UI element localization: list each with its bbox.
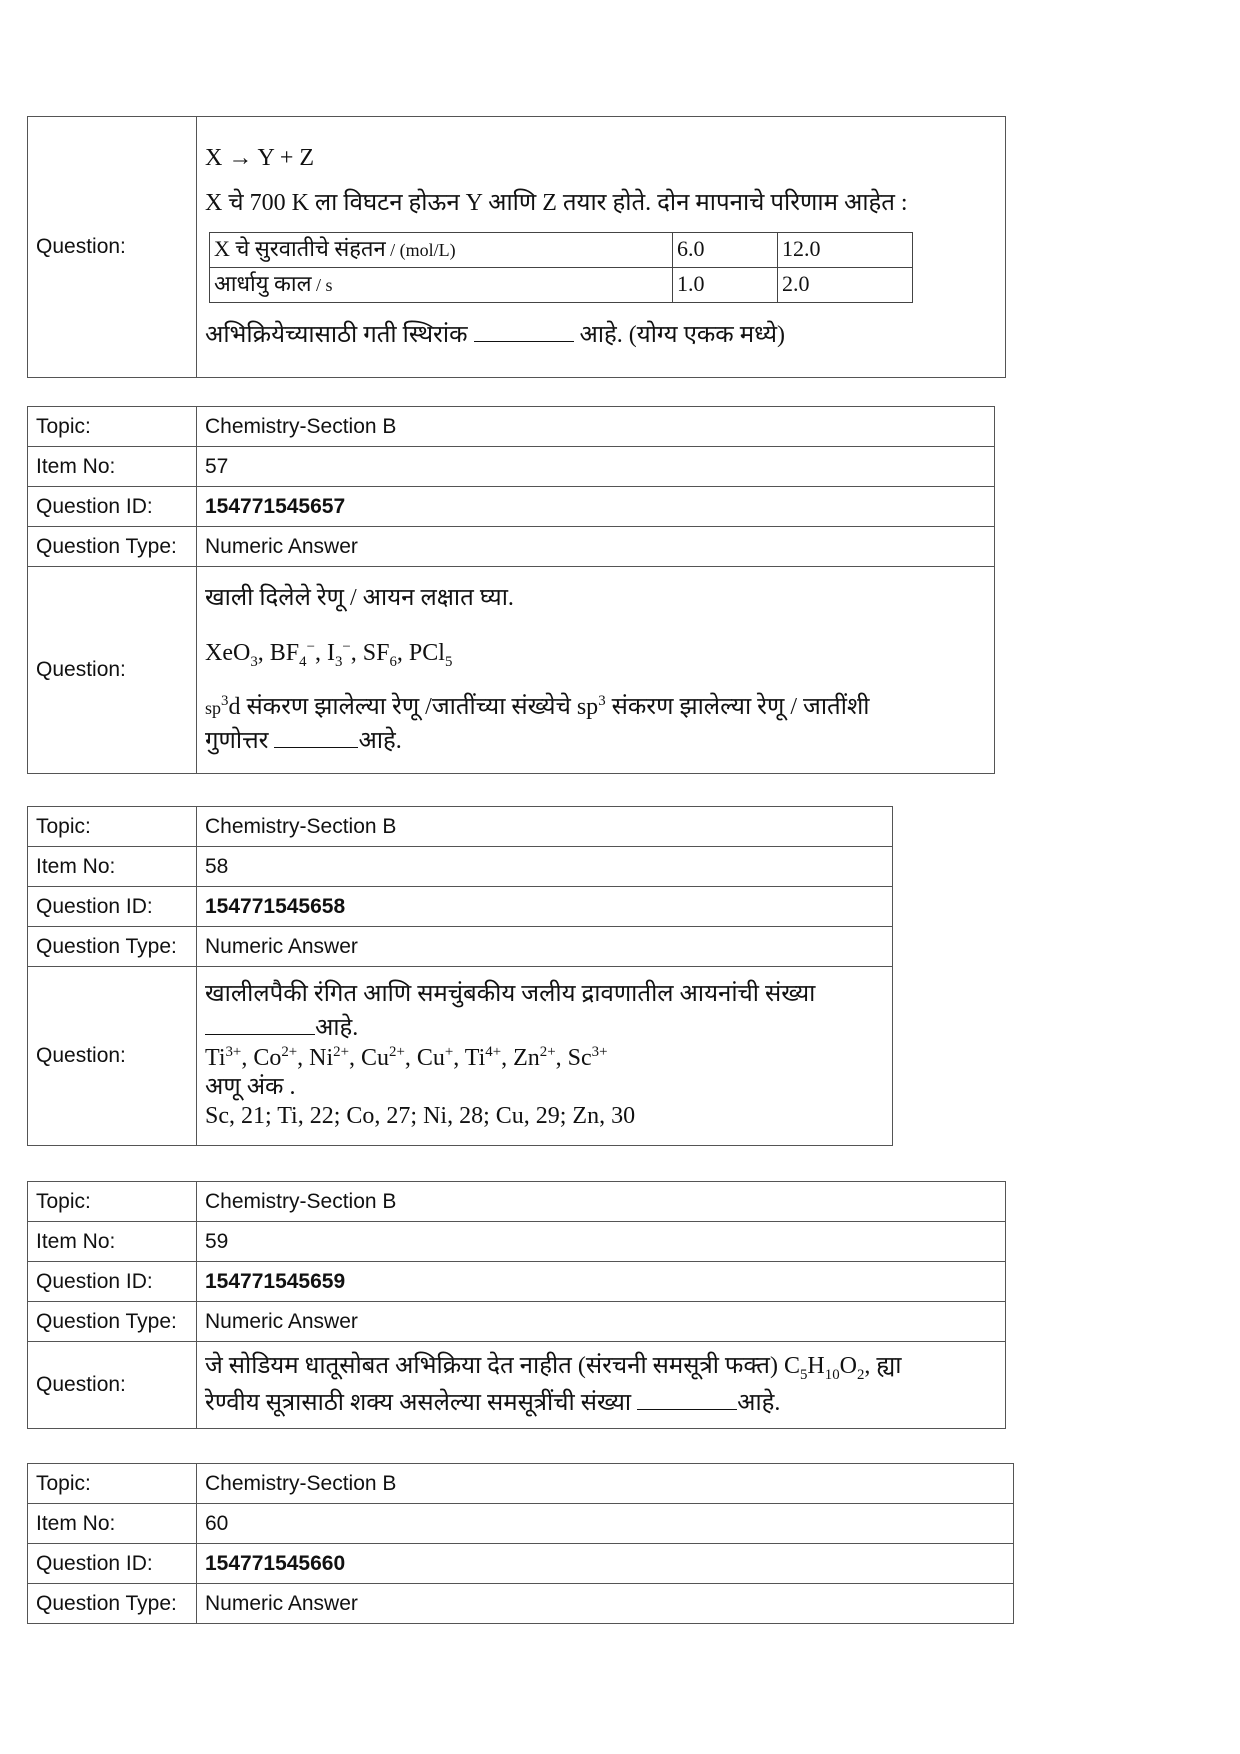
question-block-60 — [27, 1463, 1014, 1624]
topic-label: Topic: — [28, 407, 197, 447]
question-block-59 — [27, 1181, 1006, 1429]
question-block-56 — [27, 116, 1006, 378]
topic-value: Chemistry-Section B — [197, 1464, 1014, 1504]
topic-value: Chemistry-Section B — [197, 407, 995, 447]
question-type-value: Numeric Answer — [197, 1302, 1006, 1342]
question-text: X चे 700 K ला विघटन होऊन Y आणि Z तयार होते. दोन मापनाचे परिणाम आहेत : — [205, 190, 908, 217]
question-block-58 — [27, 806, 893, 1146]
question-id-value: 154771545659 — [197, 1262, 1006, 1302]
question-id-label: Question ID: — [28, 1262, 197, 1302]
question-line: Sc, 21; Ti, 22; Co, 27; Ni, 28; Cu, 29; Zn, 30 — [205, 1103, 636, 1130]
question-type-label: Question Type: — [28, 927, 197, 967]
ion-list: $Ti^{3+}$, $Co^{2+}$, $Ni^{2+}$, $Cu^{2+}$, Cu+, $Ti^{4+}$, $Zn^{2+}$, $Sc^{3+}$ — [205, 1043, 608, 1071]
question-id-value: 154771545658 — [197, 887, 893, 927]
question-type-label: Question Type: — [28, 1584, 197, 1624]
question-line: खाली दिलेले रेणू / आयन लक्षात घ्या. — [205, 584, 514, 611]
question-type-label: Question Type: — [28, 1302, 197, 1342]
topic-label: Topic: — [28, 1182, 197, 1222]
answer-blank — [205, 1010, 315, 1035]
question-label: Question: — [28, 567, 197, 774]
question-line: अणू अंक . — [205, 1074, 296, 1101]
data-value: 1.0 — [673, 267, 778, 302]
item-no-value: 60 — [197, 1504, 1014, 1544]
item-no-value: 58 — [197, 847, 893, 887]
question-line: $sp^3d$ संकरण झालेल्या रेणू /जातींच्या संख्येचे $sp^3$ संकरण झालेल्या रेणू / जातींशी — [205, 692, 870, 720]
topic-value: Chemistry-Section B — [197, 1182, 1006, 1222]
question-type-value: Numeric Answer — [197, 1584, 1014, 1624]
answer-blank — [274, 723, 358, 748]
question-label: Question: — [28, 117, 197, 378]
data-table — [209, 232, 913, 303]
species-list: XeO$_3$, $BF_4^-$, $I_3^-$, $SF_6$, PCl$_5$ — [205, 638, 453, 670]
question-line: आहे. — [205, 1010, 884, 1043]
data-value: 12.0 — [778, 232, 913, 267]
reaction-equation: X → Y + Z — [205, 145, 315, 172]
data-value: 6.0 — [673, 232, 778, 267]
question-label: Question: — [28, 1342, 197, 1429]
question-id-label: Question ID: — [28, 1544, 197, 1584]
question-line: जे सोडियम धातूसोबत अभिक्रिया देत नाहीत (संरचनी समसूत्री फक्त) $C_5H_{10}O_2$, ह्या — [205, 1352, 902, 1383]
question-id-label: Question ID: — [28, 887, 197, 927]
question-type-value: Numeric Answer — [197, 527, 995, 567]
data-label-cell: आर्धायु काल / s — [210, 267, 673, 302]
item-no-label: Item No: — [28, 1504, 197, 1544]
question-id-value: 154771545657 — [197, 487, 995, 527]
answer-blank — [637, 1385, 737, 1410]
question-content — [197, 967, 893, 1146]
question-label: Question: — [28, 967, 197, 1146]
answer-blank — [474, 317, 574, 342]
item-no-value: 57 — [197, 447, 995, 487]
data-value: 2.0 — [778, 267, 913, 302]
topic-label: Topic: — [28, 1464, 197, 1504]
question-line: खालीलपैकी रंगित आणि समचुंबकीय जलीय द्रावणातील आयनांची संख्या — [205, 981, 816, 1008]
question-ask: अभिक्रियेच्यासाठी गती स्थिरांक आहे. (योग्य एकक मध्ये) — [205, 317, 997, 351]
question-id-label: Question ID: — [28, 487, 197, 527]
question-line: रेण्वीय सूत्रासाठी शक्य असलेल्या समसूत्रींची संख्या आहे. — [205, 1385, 997, 1419]
item-no-label: Item No: — [28, 847, 197, 887]
question-type-value: Numeric Answer — [197, 927, 893, 967]
item-no-label: Item No: — [28, 447, 197, 487]
topic-value: Chemistry-Section B — [197, 807, 893, 847]
data-label-cell: X चे सुरवातीचे संहतन / (mol/L) — [210, 232, 673, 267]
question-type-label: Question Type: — [28, 527, 197, 567]
topic-label: Topic: — [28, 807, 197, 847]
question-line: गुणोत्तर आहे. — [205, 723, 986, 757]
item-no-label: Item No: — [28, 1222, 197, 1262]
question-block-57 — [27, 406, 995, 774]
item-no-value: 59 — [197, 1222, 1006, 1262]
question-content — [197, 567, 995, 774]
question-id-value: 154771545660 — [197, 1544, 1014, 1584]
question-content — [197, 1342, 1006, 1429]
question-content — [197, 117, 1006, 378]
